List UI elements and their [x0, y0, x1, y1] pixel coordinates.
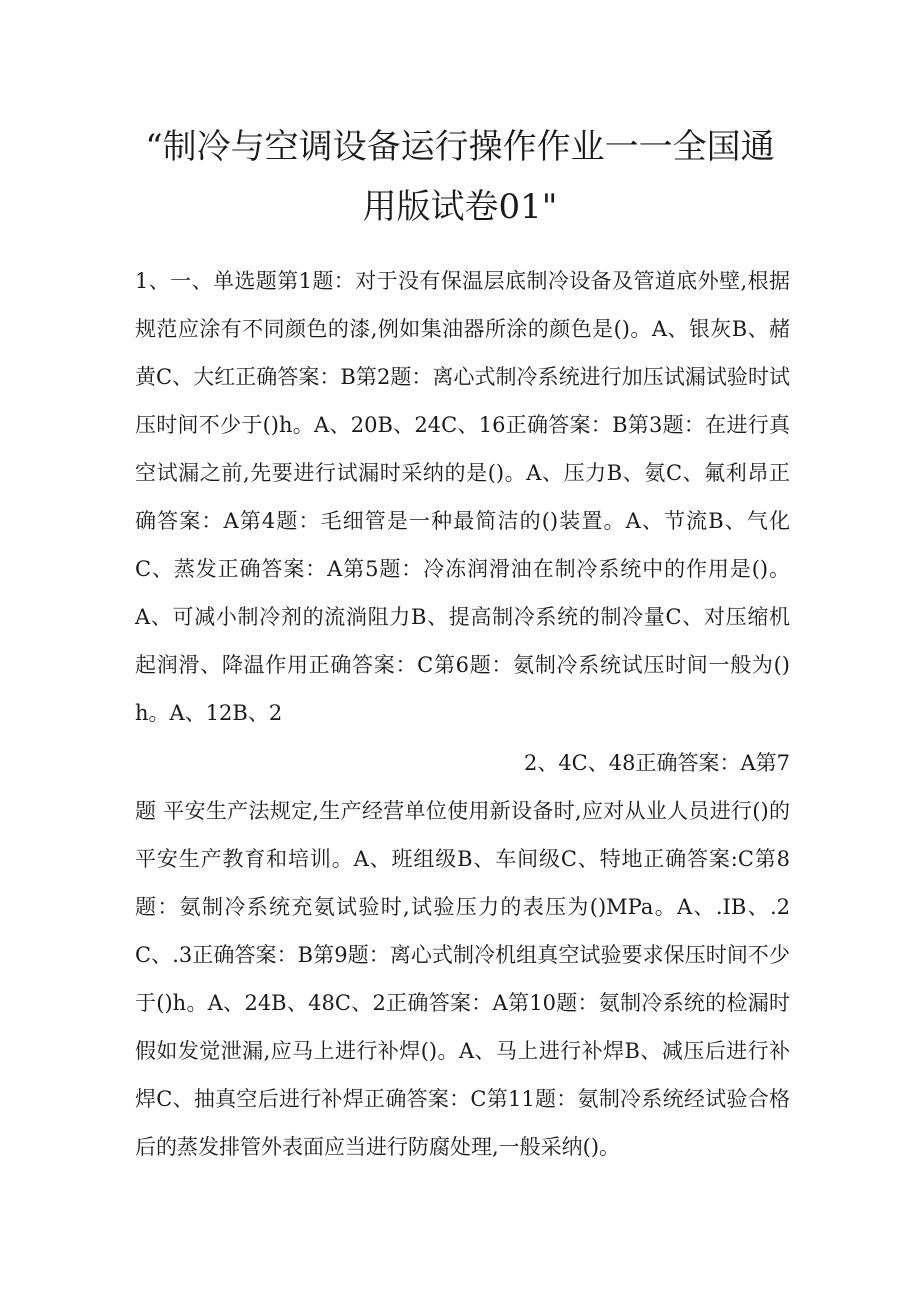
document-title-line-1: “制冷与空调设备运行操作作业一一全国通 [145, 127, 775, 167]
question-paragraph-2: 题 平安生产法规定,生产经营单位使用新设备时,应对从业人员进行()的平安生产教育和培训。A、班组级B、车间级C、特地正确答案:C第8题：氨制冷系统充氨试验时,试验压力的表压为()MPa。A、.IB、.2C、.3正确答案：B第9题：离心式制冷机组真空试验要求保压时间不少于()h。A、24B、48C、2正确答案：A第10题：氨制冷系统的检漏时假如发觉泄漏,应马上进行补焊()。A、马上进行补焊B、减压后进行补焊C、抽真空后进行补焊正确答案：C第11题：氨制冷系统经试验合格后的蒸发排管外表面应当进行防腐处理,一般采纳()。 [135, 799, 790, 1159]
question-paragraph-2-first-line: 2、4C、48正确答案：A第7 [523, 751, 790, 775]
document-title-line-2: 用版试卷01" [362, 187, 558, 227]
question-paragraph-1: 1、一、单选题第1题：对于没有保温层底制冷设备及管道底外壁,根据规范应涂有不同颜色的漆,例如集油器所涂的颜色是()。A、银灰B、赭黄C、大红正确答案：B第2题：离心式制冷系统进行加压试漏试验时试压时间不少于()h。A、20B、24C、16正确答案：B第3题：在进行真空试漏之前,先要进行试漏时采纳的是()。A、压力B、氨C、氟利昂正确答案：A第4题：毛细管是一种最简洁的()装置。A、节流B、气化C、蒸发正确答案：A第5题：冷冻润滑油在制冷系统中的作用是()。A、可减小制冷剂的流淌阻力B、提高制冷系统的制冷量C、对压缩机起润滑、降温作用正确答案：C第6题：氨制冷系统试压时间一般为()h。A、12B、2 [135, 269, 790, 725]
